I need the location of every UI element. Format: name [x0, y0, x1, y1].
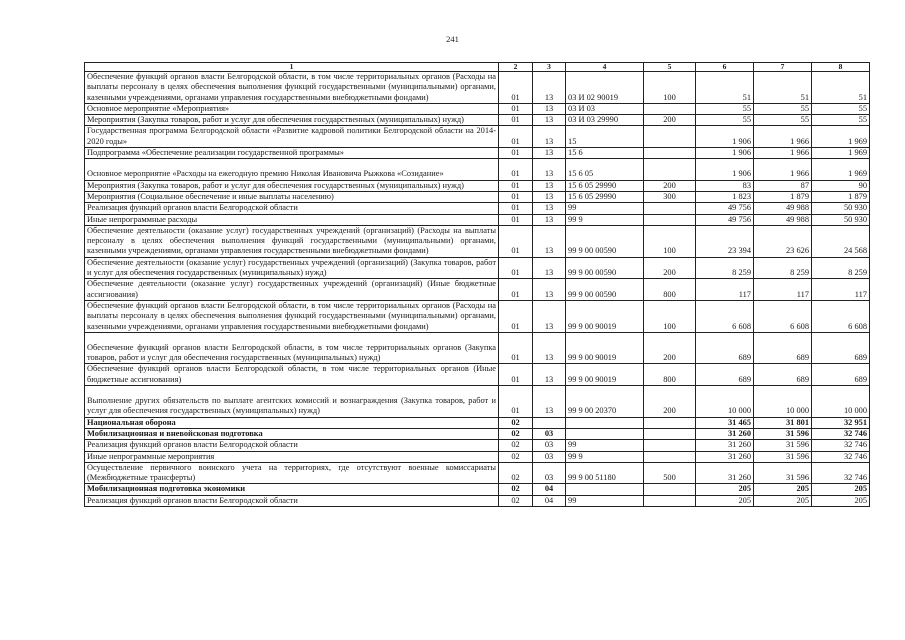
row-amount-col8: 32 746 [812, 428, 870, 439]
row-amount-col7: 87 [754, 180, 812, 191]
row-subsection-code: 03 [533, 462, 566, 484]
row-amount-col8: 1 969 [812, 148, 870, 159]
row-target-article-code: 99 9 00 20370 [566, 386, 644, 418]
row-target-article-code: 99 9 [566, 214, 644, 225]
row-amount-col8: 689 [812, 364, 870, 386]
row-expense-type-code [644, 148, 696, 159]
row-amount-col6: 1 906 [696, 159, 754, 180]
table-row [85, 332, 870, 364]
row-description: Реализация функций органов власти Белгородской области [85, 203, 499, 214]
row-description: Иные непрограммные расходы [85, 214, 499, 225]
row-section-code: 02 [499, 428, 533, 439]
table-row [85, 417, 870, 428]
row-expense-type-code: 800 [644, 364, 696, 386]
row-expense-type-code: 100 [644, 300, 696, 332]
row-description: Мероприятия (Закупка товаров, работ и услуг для обеспечения государственных (муниципальных) нужд) [85, 115, 499, 126]
row-description: Мобилизационная подготовка экономики [85, 484, 499, 495]
row-expense-type-code: 100 [644, 72, 696, 104]
row-amount-col8: 1 969 [812, 126, 870, 148]
row-expense-type-code [644, 159, 696, 180]
row-amount-col6: 31 465 [696, 417, 754, 428]
row-amount-col7: 8 259 [754, 257, 812, 279]
row-expense-type-code [644, 495, 696, 506]
row-expense-type-code: 200 [644, 180, 696, 191]
row-section-code: 01 [499, 126, 533, 148]
row-section-code: 01 [499, 115, 533, 126]
row-amount-col8: 1 969 [812, 159, 870, 180]
row-description: Иные непрограммные мероприятия [85, 451, 499, 462]
row-expense-type-code: 200 [644, 386, 696, 418]
row-amount-col7: 6 608 [754, 300, 812, 332]
row-section-code: 01 [499, 148, 533, 159]
row-amount-col7: 31 596 [754, 462, 812, 484]
row-section-code: 02 [499, 451, 533, 462]
row-amount-col7: 1 879 [754, 191, 812, 202]
row-subsection-code [533, 417, 566, 428]
table-row [85, 180, 870, 191]
row-section-code: 01 [499, 364, 533, 386]
row-section-code: 01 [499, 300, 533, 332]
table-row [85, 484, 870, 495]
row-amount-col8: 32 951 [812, 417, 870, 428]
row-expense-type-code [644, 417, 696, 428]
row-target-article-code: 99 [566, 440, 644, 451]
row-amount-col7: 689 [754, 332, 812, 364]
row-amount-col7: 31 596 [754, 451, 812, 462]
row-amount-col6: 205 [696, 495, 754, 506]
row-description: Реализация функций органов власти Белгородской области [85, 440, 499, 451]
row-amount-col6: 31 260 [696, 462, 754, 484]
row-target-article-code: 99 9 00 00590 [566, 279, 644, 301]
table-row [85, 440, 870, 451]
table-row [85, 148, 870, 159]
header-cell-4: 4 [566, 63, 644, 72]
row-amount-col8: 50 930 [812, 214, 870, 225]
header-cell-5: 5 [644, 63, 696, 72]
table-row [85, 428, 870, 439]
row-description: Обеспечение функций органов власти Белгородской области, в том числе территориальных органов (Расходы на выплаты персоналу в целях обеспечения выполнения функций государственными (муниципальными) органами, казенными учреждениями, органами управления государственными внебюджетными фондами) [85, 300, 499, 332]
row-description: Обеспечение функций органов власти Белгородской области, в том числе территориальных органов (Закупка товаров, работ и услуг для обеспечения государственных (муниципальных) нужд) [85, 332, 499, 364]
table-row [85, 72, 870, 104]
row-description: Выполнение других обязательств по выплате агентских комиссий и вознаграждения (Закупка товаров, работ и услуг для обеспечения государственных (муниципальных) нужд) [85, 386, 499, 418]
row-amount-col6: 1 906 [696, 148, 754, 159]
column-number-header [85, 63, 870, 72]
row-amount-col6: 23 394 [696, 225, 754, 257]
row-description: Обеспечение деятельности (оказание услуг) государственных учреждений (организаций) (Иные бюджетные ассигнования) [85, 279, 499, 301]
row-amount-col6: 31 260 [696, 451, 754, 462]
row-target-article-code [566, 417, 644, 428]
row-amount-col7: 117 [754, 279, 812, 301]
row-section-code: 01 [499, 257, 533, 279]
row-amount-col6: 55 [696, 115, 754, 126]
row-amount-col6: 117 [696, 279, 754, 301]
row-amount-col8: 10 000 [812, 386, 870, 418]
row-subsection-code: 13 [533, 126, 566, 148]
row-section-code: 01 [499, 103, 533, 114]
row-subsection-code: 13 [533, 332, 566, 364]
row-amount-col7: 31 596 [754, 428, 812, 439]
row-target-article-code: 03 И 02 90019 [566, 72, 644, 104]
row-amount-col6: 6 608 [696, 300, 754, 332]
row-amount-col6: 49 756 [696, 203, 754, 214]
row-target-article-code: 15 6 05 29990 [566, 191, 644, 202]
row-target-article-code: 15 6 05 29990 [566, 180, 644, 191]
budget-table [84, 62, 870, 507]
table-row [85, 191, 870, 202]
table-row [85, 214, 870, 225]
row-section-code: 01 [499, 180, 533, 191]
row-subsection-code: 03 [533, 440, 566, 451]
budget-table-body [85, 63, 870, 507]
row-amount-col8: 205 [812, 484, 870, 495]
row-amount-col7: 689 [754, 364, 812, 386]
row-expense-type-code: 800 [644, 279, 696, 301]
table-row [85, 115, 870, 126]
row-description: Национальная оборона [85, 417, 499, 428]
row-section-code: 01 [499, 159, 533, 180]
row-subsection-code: 13 [533, 159, 566, 180]
row-description: Основное мероприятие «Мероприятия» [85, 103, 499, 114]
row-amount-col8: 117 [812, 279, 870, 301]
row-amount-col7: 205 [754, 495, 812, 506]
table-row [85, 159, 870, 180]
row-description: Обеспечение деятельности (оказание услуг) государственных учреждений (организаций) (Расходы на выплаты персоналу в целях обеспечения выполнения функций государственными (муниципальными) органами, казенными учреждениями, органами управления государственными внебюджетными фондами) [85, 225, 499, 257]
row-amount-col8: 50 930 [812, 203, 870, 214]
row-subsection-code: 13 [533, 115, 566, 126]
page-number: 241 [446, 34, 459, 44]
row-description: Осуществление первичного воинского учета на территориях, где отсутствуют военные комиссариаты (Межбюджетные трансферты) [85, 462, 499, 484]
row-expense-type-code: 200 [644, 257, 696, 279]
row-description: Мероприятия (Социальное обеспечение и иные выплаты населению) [85, 191, 499, 202]
row-amount-col8: 55 [812, 115, 870, 126]
row-amount-col6: 51 [696, 72, 754, 104]
row-subsection-code: 13 [533, 279, 566, 301]
header-cell-8: 8 [812, 63, 870, 72]
table-row [85, 462, 870, 484]
table-row [85, 386, 870, 418]
row-subsection-code: 13 [533, 257, 566, 279]
row-amount-col6: 8 259 [696, 257, 754, 279]
row-amount-col8: 205 [812, 495, 870, 506]
row-amount-col6: 1 823 [696, 191, 754, 202]
row-amount-col7: 10 000 [754, 386, 812, 418]
row-section-code: 01 [499, 279, 533, 301]
row-amount-col6: 31 260 [696, 428, 754, 439]
row-section-code: 02 [499, 440, 533, 451]
row-target-article-code: 03 И 03 29990 [566, 115, 644, 126]
row-amount-col6: 205 [696, 484, 754, 495]
header-cell-6: 6 [696, 63, 754, 72]
row-subsection-code: 13 [533, 225, 566, 257]
row-section-code: 02 [499, 484, 533, 495]
row-amount-col6: 31 260 [696, 440, 754, 451]
row-target-article-code: 99 9 00 90019 [566, 364, 644, 386]
row-section-code: 02 [499, 462, 533, 484]
row-target-article-code [566, 484, 644, 495]
row-subsection-code: 04 [533, 495, 566, 506]
row-amount-col7: 49 988 [754, 203, 812, 214]
row-amount-col7: 1 966 [754, 159, 812, 180]
row-description: Подпрограмма «Обеспечение реализации государственной программы» [85, 148, 499, 159]
row-expense-type-code [644, 440, 696, 451]
row-amount-col6: 689 [696, 332, 754, 364]
row-subsection-code: 04 [533, 484, 566, 495]
row-amount-col8: 32 746 [812, 451, 870, 462]
row-description: Реализация функций органов власти Белгородской области [85, 495, 499, 506]
row-amount-col6: 10 000 [696, 386, 754, 418]
row-subsection-code: 03 [533, 451, 566, 462]
row-amount-col6: 83 [696, 180, 754, 191]
row-amount-col6: 689 [696, 364, 754, 386]
row-expense-type-code: 200 [644, 115, 696, 126]
row-amount-col7: 23 626 [754, 225, 812, 257]
header-cell-3: 3 [533, 63, 566, 72]
row-target-article-code: 99 9 [566, 451, 644, 462]
row-subsection-code: 13 [533, 72, 566, 104]
row-subsection-code: 13 [533, 191, 566, 202]
row-section-code: 01 [499, 72, 533, 104]
row-amount-col8: 32 746 [812, 462, 870, 484]
row-section-code: 01 [499, 203, 533, 214]
row-subsection-code: 13 [533, 386, 566, 418]
table-row [85, 451, 870, 462]
header-cell-7: 7 [754, 63, 812, 72]
row-expense-type-code [644, 451, 696, 462]
row-target-article-code: 99 9 00 00590 [566, 257, 644, 279]
row-amount-col7: 51 [754, 72, 812, 104]
row-expense-type-code: 100 [644, 225, 696, 257]
row-subsection-code: 03 [533, 428, 566, 439]
row-target-article-code: 99 9 00 90019 [566, 300, 644, 332]
row-amount-col8: 90 [812, 180, 870, 191]
row-amount-col7: 31 596 [754, 440, 812, 451]
row-description: Обеспечение деятельности (оказание услуг) государственных учреждений (организаций) (Закупка товаров, работ и услуг для обеспечения государственных (муниципальных) нужд) [85, 257, 499, 279]
table-row [85, 126, 870, 148]
row-target-article-code: 99 9 00 51180 [566, 462, 644, 484]
row-target-article-code [566, 428, 644, 439]
row-amount-col8: 8 259 [812, 257, 870, 279]
header-cell-1: 1 [85, 63, 499, 72]
row-expense-type-code [644, 214, 696, 225]
row-expense-type-code [644, 484, 696, 495]
row-amount-col7: 1 966 [754, 148, 812, 159]
row-description: Обеспечение функций органов власти Белгородской области, в том числе территориальных органов (Иные бюджетные ассигнования) [85, 364, 499, 386]
table-row [85, 300, 870, 332]
row-amount-col8: 55 [812, 103, 870, 114]
row-subsection-code: 13 [533, 180, 566, 191]
row-target-article-code: 99 9 00 00590 [566, 225, 644, 257]
row-expense-type-code: 300 [644, 191, 696, 202]
row-description: Государственная программа Белгородской области «Развитие кадровой политики Белгородской области на 2014-2020 годы» [85, 126, 499, 148]
row-description: Обеспечение функций органов власти Белгородской области, в том числе территориальных органов (Расходы на выплаты персоналу в целях обеспечения выполнения функций государственными (муниципальными) органами, казенными учреждениями, органами управления государственными внебюджетными фондами) [85, 72, 499, 104]
row-amount-col8: 24 568 [812, 225, 870, 257]
row-subsection-code: 13 [533, 103, 566, 114]
row-target-article-code: 15 [566, 126, 644, 148]
row-amount-col8: 32 746 [812, 440, 870, 451]
row-amount-col6: 1 906 [696, 126, 754, 148]
row-target-article-code: 15 6 [566, 148, 644, 159]
header-cell-2: 2 [499, 63, 533, 72]
row-expense-type-code [644, 203, 696, 214]
row-section-code: 01 [499, 225, 533, 257]
row-section-code: 01 [499, 191, 533, 202]
row-subsection-code: 13 [533, 203, 566, 214]
row-amount-col8: 6 608 [812, 300, 870, 332]
row-amount-col7: 55 [754, 103, 812, 114]
row-expense-type-code: 200 [644, 332, 696, 364]
row-description: Мероприятия (Закупка товаров, работ и услуг для обеспечения государственных (муниципальных) нужд) [85, 180, 499, 191]
row-subsection-code: 13 [533, 300, 566, 332]
row-amount-col7: 205 [754, 484, 812, 495]
row-amount-col8: 1 879 [812, 191, 870, 202]
row-expense-type-code: 500 [644, 462, 696, 484]
row-section-code: 01 [499, 386, 533, 418]
table-row [85, 495, 870, 506]
table-row [85, 257, 870, 279]
row-amount-col7: 49 988 [754, 214, 812, 225]
row-section-code: 01 [499, 332, 533, 364]
row-expense-type-code [644, 126, 696, 148]
row-amount-col7: 1 966 [754, 126, 812, 148]
row-amount-col7: 31 801 [754, 417, 812, 428]
row-section-code: 01 [499, 214, 533, 225]
row-amount-col6: 55 [696, 103, 754, 114]
row-amount-col7: 55 [754, 115, 812, 126]
row-subsection-code: 13 [533, 148, 566, 159]
row-expense-type-code [644, 428, 696, 439]
table-row [85, 279, 870, 301]
row-expense-type-code [644, 103, 696, 114]
row-section-code: 02 [499, 495, 533, 506]
row-subsection-code: 13 [533, 214, 566, 225]
table-row [85, 103, 870, 114]
row-description: Мобилизационная и вневойсковая подготовка [85, 428, 499, 439]
row-amount-col8: 51 [812, 72, 870, 104]
table-row [85, 203, 870, 214]
row-target-article-code: 03 И 03 [566, 103, 644, 114]
row-target-article-code: 15 6 05 [566, 159, 644, 180]
row-description: Основное мероприятие «Расходы на ежегодную премию Николая Ивановича Рыжкова «Созидание» [85, 159, 499, 180]
row-subsection-code: 13 [533, 364, 566, 386]
row-target-article-code: 99 [566, 495, 644, 506]
row-amount-col8: 689 [812, 332, 870, 364]
table-row [85, 364, 870, 386]
table-row [85, 225, 870, 257]
row-amount-col6: 49 756 [696, 214, 754, 225]
row-target-article-code: 99 [566, 203, 644, 214]
row-section-code: 02 [499, 417, 533, 428]
row-target-article-code: 99 9 00 90019 [566, 332, 644, 364]
